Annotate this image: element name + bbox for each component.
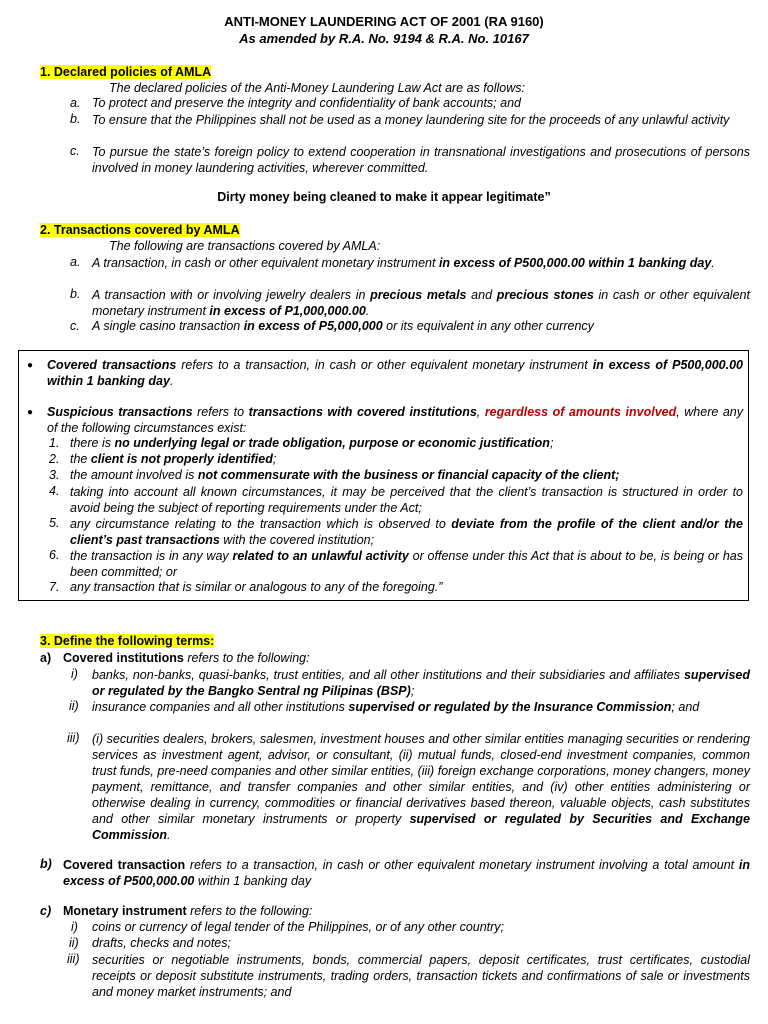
list-marker: iii) <box>67 731 80 745</box>
section-2-heading: 2. Transactions covered by AMLA <box>40 223 240 237</box>
section-1-heading: 1. Declared policies of AMLA <box>40 65 212 79</box>
circumstance-2: the client is not properly identified; <box>70 452 277 466</box>
document-subtitle: As amended by R.A. No. 9194 & R.A. No. 10167 <box>239 31 529 46</box>
circumstance-1: there is no underlying legal or trade obligation, purpose or economic justification; <box>70 436 554 450</box>
list-marker: iii) <box>67 952 80 966</box>
section-1-intro: The declared policies of the Anti-Money Laundering Law Act are as follows: <box>109 81 525 95</box>
section-1-quote: Dirty money being cleaned to make it appear legitimate” <box>217 190 551 204</box>
list-marker: 5. <box>49 516 60 530</box>
list-marker: c) <box>40 904 52 918</box>
section-2-intro: The following are transactions covered by AMLA: <box>109 239 381 253</box>
list-marker: 1. <box>49 436 60 450</box>
list-marker: b) <box>40 857 52 871</box>
list-marker: ii) <box>69 699 79 713</box>
suspicious-transactions-definition: Suspicious transactions refers to transactions with covered institutions, regardless of amounts involved, where any of the following circumstances exist: <box>47 405 744 435</box>
list-marker: 7. <box>49 580 60 594</box>
covered-institutions-item-iii: (i) securities dealers, brokers, salesmen, investment houses and other similar entities managing securities or rendering services as investment agent, advisor, or consultant, (ii) mutual funds, closed-end investment companies, common trust funds, pre-need companies and other similar entities, (iii) foreign exchange corporations, money changers, money payment, remittance, and transfer companies and other similar entities, and (iv) other entities administering or otherwise dealing in currency, commodities or financial derivatives based thereon, valuable objects, cash substitutes and other similar monetary instruments or property supervised or regulated by Securities and Exchange Commission. <box>92 732 751 842</box>
section-2-item-b: A transaction with or involving jewelry dealers in precious metals and precious stones in cash or other equivalent monetary instrument in excess of P1,000,000.00. <box>92 288 750 318</box>
covered-transaction-definition: Covered transaction refers to a transaction, in cash or other equivalent monetary instrument involving a total amount in excess of P500,000.00 within 1 banking day <box>63 858 750 888</box>
list-marker: b. <box>70 287 81 301</box>
list-marker: c. <box>70 319 80 333</box>
list-marker: ii) <box>69 936 79 950</box>
bullet-icon: ● <box>27 360 34 371</box>
document-title: ANTI-MONEY LAUNDERING ACT OF 2001 (RA 9160) <box>224 14 544 29</box>
section-1-item-a: To protect and preserve the integrity and confidentiality of bank accounts; and <box>92 96 521 110</box>
covered-institutions-item-i: banks, non-banks, quasi-banks, trust entities, and all other institutions and their subsidiaries and affiliates supervised or regulated by the Bangko Sentral ng Pilipinas (BSP); <box>92 668 750 698</box>
list-marker: b. <box>70 112 81 126</box>
circumstance-5: any circumstance relating to the transaction which is observed to deviate from the profile of the client and/or the client’s past transactions with the covered institution; <box>70 517 743 547</box>
covered-institutions-term: Covered institutions refers to the following: <box>63 651 310 665</box>
covered-institutions-item-ii: insurance companies and all other institutions supervised or regulated by the Insurance Commission; and <box>92 700 700 714</box>
section-2-item-a: A transaction, in cash or other equivalent monetary instrument in excess of P500,000.00 within 1 banking day. <box>92 256 715 270</box>
monetary-instrument-item-iii: securities or negotiable instruments, bonds, commercial papers, deposit certificates, trust certificates, custodial receipts or deposit substitute instruments, trading orders, transaction tickets and confirmations of sale or investments and money market instruments; and <box>92 953 750 999</box>
section-2-item-c: A single casino transaction in excess of P5,000,000 or its equivalent in any other currency <box>92 319 594 333</box>
list-marker: 4. <box>49 484 60 498</box>
list-marker: a) <box>40 651 52 665</box>
covered-transactions-definition: Covered transactions refers to a transaction, in cash or other equivalent monetary instrument in excess of P500,000.00 within 1 banking day. <box>47 358 744 388</box>
circumstance-6: the transaction is in any way related to an unlawful activity or offense under this Act that is about to be, is being or has been committed; or <box>70 549 743 579</box>
list-marker: a. <box>70 96 81 110</box>
list-marker: c. <box>70 144 80 158</box>
list-marker: 2. <box>49 452 60 466</box>
list-marker: 3. <box>49 468 60 482</box>
list-marker: a. <box>70 255 81 269</box>
list-marker: i) <box>71 920 78 934</box>
monetary-instrument-term: Monetary instrument refers to the following: <box>63 904 313 918</box>
list-marker: 6. <box>49 548 60 562</box>
bullet-icon: ● <box>27 407 34 418</box>
section-1-item-b: To ensure that the Philippines shall not be used as a money laundering site for the proceeds of any unlawful activity <box>92 113 730 127</box>
monetary-instrument-item-i: coins or currency of legal tender of the Philippines, or of any other country; <box>92 920 505 934</box>
section-3-heading: 3. Define the following terms: <box>40 634 215 648</box>
circumstance-7: any transaction that is similar or analogous to any of the foregoing.” <box>70 580 443 594</box>
list-marker: i) <box>71 667 78 681</box>
circumstance-3: the amount involved is not commensurate with the business or financial capacity of the client; <box>70 468 620 482</box>
monetary-instrument-item-ii: drafts, checks and notes; <box>92 936 231 950</box>
circumstance-4: taking into account all known circumstances, it may be perceived that the client’s transaction is structured in order to avoid being the subject of reporting requirements under the Act; <box>70 485 743 515</box>
section-1-item-c: To pursue the state’s foreign policy to extend cooperation in transnational investigations and prosecutions of persons involved in money laundering activities, wherever committed. <box>92 145 750 175</box>
